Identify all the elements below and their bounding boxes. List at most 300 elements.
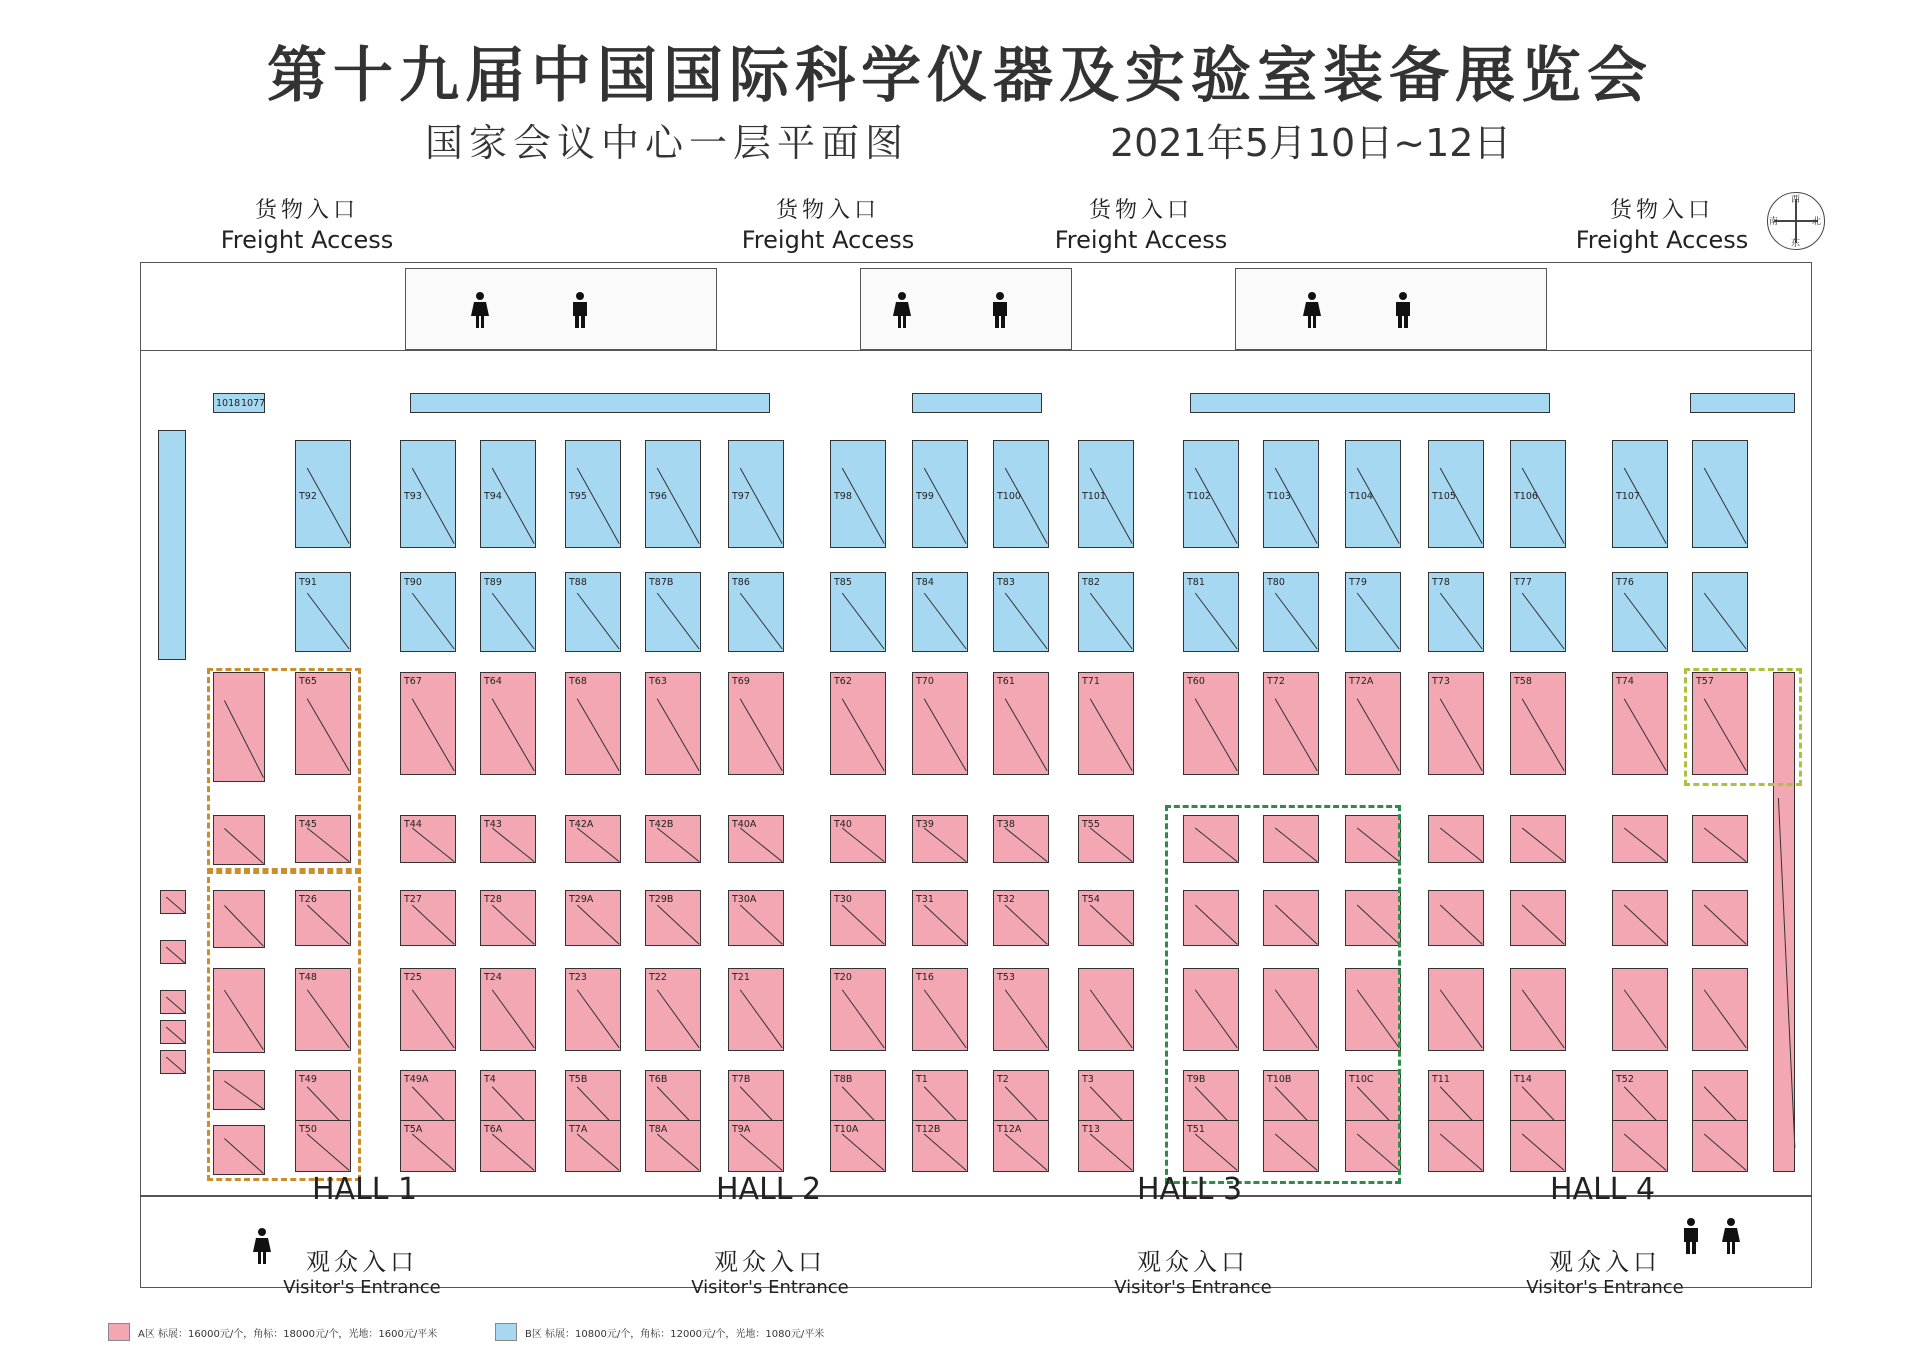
booth-label: T49A [404, 1074, 429, 1085]
entrance-cn: 观众入口 [1137, 1248, 1249, 1276]
booth-label: T21 [732, 972, 750, 983]
booth-block[interactable] [400, 440, 456, 548]
booth-label: T16 [916, 972, 934, 983]
freight-access-2 [718, 193, 938, 254]
booth-block[interactable] [728, 672, 784, 775]
booth-label: T3 [1082, 1074, 1094, 1085]
booth-block[interactable] [565, 572, 621, 652]
booth-label: T28 [484, 894, 502, 905]
booth-block[interactable] [993, 1120, 1049, 1172]
booth-label: T55 [1082, 819, 1100, 830]
booth-diagonal [1079, 969, 1135, 1052]
booth-block[interactable] [480, 440, 536, 548]
booth-diagonal [1429, 1121, 1485, 1173]
booth-block[interactable] [480, 1120, 536, 1172]
legend-b [495, 1323, 824, 1341]
booth-block[interactable] [1510, 672, 1566, 775]
booth-block[interactable] [1078, 968, 1134, 1051]
booth-block[interactable] [993, 968, 1049, 1051]
booth-diagonal [1429, 891, 1485, 947]
booth-label: T99 [916, 491, 934, 502]
booth-diagonal [1693, 573, 1749, 653]
booth-label: T104 [1349, 491, 1373, 502]
booth-block[interactable] [830, 1120, 886, 1172]
booth-label: T30 [834, 894, 852, 905]
booth-diagonal [1693, 969, 1749, 1052]
booth-block[interactable] [912, 672, 968, 775]
booth-label: T72A [1349, 676, 1374, 687]
booth-label: T29A [569, 894, 594, 905]
booth-block[interactable] [645, 815, 701, 863]
booth-label: T32 [997, 894, 1015, 905]
booth-block[interactable] [565, 1120, 621, 1172]
booth-diagonal [566, 673, 622, 776]
compass-west: 西 [1791, 195, 1801, 205]
freight-access-cn: 货物入口 [775, 198, 880, 223]
booth-block[interactable] [830, 968, 886, 1051]
booth-block[interactable] [728, 572, 784, 652]
booth-label: T73 [1432, 676, 1450, 687]
booth-label: T10A [834, 1124, 859, 1135]
legend-swatch-b [495, 1323, 517, 1341]
booth-label: T53 [997, 972, 1015, 983]
booth-block-top[interactable] [912, 393, 1042, 413]
booth-block[interactable] [1345, 440, 1401, 548]
booth-label: T25 [404, 972, 422, 983]
booth-block[interactable] [1078, 672, 1134, 775]
booth-label: T12B [916, 1124, 941, 1135]
booth-label: T95 [569, 491, 587, 502]
service-room [405, 268, 717, 350]
booth-block[interactable] [993, 815, 1049, 863]
booth-block[interactable] [1078, 815, 1134, 863]
booth-block[interactable] [912, 815, 968, 863]
booth-block[interactable] [830, 890, 886, 946]
freight-access-en: Freight Access [1575, 226, 1749, 254]
booth-diagonal [1184, 673, 1240, 776]
booth-label: T69 [732, 676, 750, 687]
booth-block[interactable] [1692, 968, 1748, 1051]
booth-label: T92 [299, 491, 317, 502]
booth-block-top[interactable] [1690, 393, 1795, 413]
freight-access-en: Freight Access [220, 226, 394, 254]
booth-diagonal [1346, 673, 1402, 776]
booth-label: T64 [484, 676, 502, 687]
booth-block[interactable] [565, 968, 621, 1051]
hall-label: HALL 1 [312, 1172, 418, 1207]
booth-label: T27 [404, 894, 422, 905]
date-subtitle: 2021年5月10日~12日 [1110, 121, 1512, 165]
booth-block[interactable] [1428, 572, 1484, 652]
freight-access-cn: 货物入口 [1088, 198, 1193, 223]
booth-block[interactable] [728, 890, 784, 946]
booth-block[interactable] [645, 672, 701, 775]
booth-diagonal [481, 673, 537, 776]
booth-block[interactable] [1510, 890, 1566, 946]
booth-block-top[interactable] [213, 393, 265, 413]
booth-block[interactable] [728, 1120, 784, 1172]
booth-block[interactable] [1078, 1120, 1134, 1172]
booth-label: T1 [916, 1074, 928, 1085]
booth-block[interactable] [480, 968, 536, 1051]
booth-diagonal [1511, 673, 1567, 776]
entrance-en: Visitor's Entrance [691, 1277, 849, 1298]
booth-diagonal [1613, 969, 1669, 1052]
booth-block[interactable] [1263, 572, 1319, 652]
booth-block[interactable] [1692, 1120, 1748, 1172]
booth-diagonal [161, 991, 187, 1015]
booth-diagonal [1511, 969, 1567, 1052]
booth-label: T40 [834, 819, 852, 830]
booth-label: T85 [834, 577, 852, 588]
booth-block[interactable] [993, 890, 1049, 946]
booth-label: T60 [1187, 676, 1205, 687]
restroom-male-icon [570, 292, 590, 328]
booth-label: T7B [732, 1074, 751, 1085]
booth-block[interactable] [1510, 1120, 1566, 1172]
booth-block[interactable] [912, 440, 968, 548]
booth-block[interactable] [160, 1020, 186, 1044]
booth-block-top[interactable] [1190, 393, 1550, 413]
booth-label: T83 [997, 577, 1015, 588]
booth-block[interactable] [1612, 1120, 1668, 1172]
zone-outline-lime [1684, 668, 1802, 786]
freight-access-en: Freight Access [1054, 226, 1228, 254]
booth-label: T67 [404, 676, 422, 687]
booth-label: T57 [1696, 676, 1714, 687]
booth-label: T98 [834, 491, 852, 502]
booth-label: T68 [569, 676, 587, 687]
booth-block[interactable] [295, 572, 351, 652]
legend-label-a: A区 标展：16000元/个，角标：18000元/个，光地：1600元/平米 [138, 1328, 438, 1340]
booth-label: T2 [997, 1074, 1009, 1085]
booth-block[interactable] [1510, 815, 1566, 863]
booth-block[interactable] [400, 968, 456, 1051]
booth-block[interactable] [728, 815, 784, 863]
booth-label: T97 [732, 491, 750, 502]
booth-block[interactable] [1345, 672, 1401, 775]
booth-block[interactable] [1428, 815, 1484, 863]
booth-block[interactable] [1612, 815, 1668, 863]
freight-access-4 [1552, 193, 1772, 254]
compass-east: 东 [1791, 239, 1801, 249]
booth-label: T103 [1267, 491, 1291, 502]
booth-label: T42B [649, 819, 674, 830]
zone-outline-orange [207, 668, 361, 874]
legend-a [108, 1323, 437, 1341]
booth-block[interactable] [480, 672, 536, 775]
booth-label: T100 [997, 491, 1021, 502]
booth-label: T94 [484, 491, 502, 502]
restroom-male-icon [1393, 292, 1413, 328]
booth-diagonal [1511, 891, 1567, 947]
booth-label: T58 [1514, 676, 1532, 687]
booth-label: T24 [484, 972, 502, 983]
booth-block[interactable] [1510, 440, 1566, 548]
booth-diagonal [1511, 816, 1567, 864]
booth-label: T91 [299, 577, 317, 588]
booth-block[interactable] [1612, 572, 1668, 652]
restroom-female-icon [470, 292, 490, 328]
booth-label: T105 [1432, 491, 1456, 502]
booth-block[interactable] [1428, 1120, 1484, 1172]
entrance-en: Visitor's Entrance [1526, 1277, 1684, 1298]
booth-block[interactable] [645, 1120, 701, 1172]
booth-label: 1018 [216, 398, 241, 409]
booth-label: T30A [732, 894, 757, 905]
booth-block[interactable] [830, 672, 886, 775]
booth-block[interactable] [1183, 672, 1239, 775]
freight-access-cn: 货物入口 [1609, 198, 1714, 223]
booth-block[interactable] [160, 890, 186, 914]
booth-diagonal [729, 673, 785, 776]
booth-block[interactable] [993, 440, 1049, 548]
booth-diagonal [1429, 969, 1485, 1052]
visitor-entrance[interactable] [262, 1242, 462, 1298]
booth-label: T86 [732, 577, 750, 588]
booth-label: T48 [299, 972, 317, 983]
booth-block[interactable] [1345, 572, 1401, 652]
booth-diagonal [401, 673, 457, 776]
booth-block-top[interactable] [410, 393, 770, 413]
booth-label: T31 [916, 894, 934, 905]
visitor-entrance[interactable] [1093, 1242, 1293, 1298]
booth-label: T79 [1349, 577, 1367, 588]
freight-access-1 [197, 193, 417, 254]
booth-label: T6B [649, 1074, 668, 1085]
booth-block[interactable] [1692, 440, 1748, 548]
booth-block[interactable] [1692, 572, 1748, 652]
booth-label: T29B [649, 894, 674, 905]
booth-label: T88 [569, 577, 587, 588]
booth-block[interactable] [565, 890, 621, 946]
booth-block[interactable] [1612, 440, 1668, 548]
booth-block[interactable] [993, 572, 1049, 652]
booth-label: T51 [1187, 1124, 1205, 1135]
booth-block[interactable] [480, 890, 536, 946]
booth-diagonal [994, 673, 1050, 776]
booth-label: T6A [484, 1124, 503, 1135]
booth-block[interactable] [1428, 968, 1484, 1051]
booth-block-left[interactable] [158, 430, 186, 660]
booth-block[interactable] [565, 815, 621, 863]
booth-diagonal [1613, 673, 1669, 776]
booth-block[interactable] [1183, 572, 1239, 652]
booth-label: T5B [569, 1074, 588, 1085]
booth-label: T81 [1187, 577, 1205, 588]
booth-block[interactable] [645, 968, 701, 1051]
booth-diagonal [913, 673, 969, 776]
booth-diagonal [831, 673, 887, 776]
legend-swatch-a [108, 1323, 130, 1341]
booth-block[interactable] [1428, 440, 1484, 548]
booth-block[interactable] [912, 1120, 968, 1172]
hall-label: HALL 4 [1550, 1172, 1656, 1207]
booth-label: T72 [1267, 676, 1285, 687]
booth-label: T96 [649, 491, 667, 502]
main-title: 第十九届中国国际科学仪器及实验室装备展览会 [267, 41, 1653, 111]
booth-label: T11 [1432, 1074, 1450, 1085]
booth-block[interactable] [400, 815, 456, 863]
booth-block[interactable] [993, 672, 1049, 775]
restroom-female-icon [1302, 292, 1322, 328]
booth-block[interactable] [400, 1120, 456, 1172]
booth-label: T89 [484, 577, 502, 588]
legend-label-b: B区 标展：10800元/个，角标：12000元/个，光地：1080元/平米 [525, 1328, 825, 1340]
booth-block[interactable] [645, 440, 701, 548]
booth-label: T74 [1616, 676, 1634, 687]
booth-block[interactable] [830, 440, 886, 548]
booth-label: T65 [299, 676, 317, 687]
booth-label: T12A [997, 1124, 1022, 1135]
booth-diagonal [1079, 673, 1135, 776]
booth-label: T77 [1514, 577, 1532, 588]
booth-label: T7A [569, 1124, 588, 1135]
booth-block[interactable] [1078, 572, 1134, 652]
booth-block[interactable] [1428, 890, 1484, 946]
booth-block[interactable] [728, 968, 784, 1051]
booth-label: T71 [1082, 676, 1100, 687]
booth-block[interactable] [830, 572, 886, 652]
service-room [1235, 268, 1547, 350]
booth-block[interactable] [1428, 672, 1484, 775]
compass-south: 南 [1769, 217, 1779, 227]
booth-block[interactable] [1263, 440, 1319, 548]
booth-label: T50 [299, 1124, 317, 1135]
hall-label: HALL 3 [1137, 1172, 1243, 1207]
booth-label: T106 [1514, 491, 1538, 502]
entrance-cn: 观众入口 [714, 1248, 826, 1276]
booth-block[interactable] [912, 572, 968, 652]
booth-label: T14 [1514, 1074, 1532, 1085]
visitor-entrance[interactable] [1505, 1242, 1705, 1298]
booth-label: T90 [404, 577, 422, 588]
booth-label: T76 [1616, 577, 1634, 588]
booth-label: T8B [834, 1074, 853, 1085]
booth-label: T80 [1267, 577, 1285, 588]
booth-label: T102 [1187, 491, 1211, 502]
booth-block[interactable] [912, 968, 968, 1051]
booth-diagonal [1693, 1121, 1749, 1173]
booth-block[interactable] [1692, 815, 1748, 863]
booth-block[interactable] [1078, 890, 1134, 946]
restroom-female-icon [892, 292, 912, 328]
booth-label: T20 [834, 972, 852, 983]
booth-diagonal [1429, 673, 1485, 776]
booth-diagonal [1613, 891, 1669, 947]
booth-label: T107 [1616, 491, 1640, 502]
booth-label: T40A [732, 819, 757, 830]
booth-block[interactable] [160, 1050, 186, 1074]
booth-label: T61 [997, 676, 1015, 687]
booth-block[interactable] [160, 990, 186, 1014]
booth-block[interactable] [728, 440, 784, 548]
booth-block[interactable] [480, 572, 536, 652]
booth-block[interactable] [1510, 572, 1566, 652]
booth-label: T39 [916, 819, 934, 830]
booth-block[interactable] [1183, 440, 1239, 548]
booth-block[interactable] [830, 815, 886, 863]
booth-block[interactable] [400, 890, 456, 946]
hall-label: HALL 2 [716, 1172, 822, 1207]
booth-diagonal [1511, 1121, 1567, 1173]
booth-block[interactable] [1612, 968, 1668, 1051]
booth-block[interactable] [1510, 968, 1566, 1051]
booth-diagonal [161, 1051, 187, 1075]
booth-diagonal [1613, 816, 1669, 864]
zone-outline-orange [207, 868, 361, 1181]
booth-label: T70 [916, 676, 934, 687]
freight-access-3 [1031, 193, 1251, 254]
booth-label: T42A [569, 819, 594, 830]
booth-diagonal [1693, 441, 1749, 549]
booth-label: T78 [1432, 577, 1450, 588]
booth-diagonal [1613, 1121, 1669, 1173]
compass-icon [1767, 192, 1825, 250]
booth-label: T54 [1082, 894, 1100, 905]
booth-block[interactable] [1692, 890, 1748, 946]
zone-outline-green [1165, 805, 1401, 1184]
booth-label: T23 [569, 972, 587, 983]
booth-label: T9A [732, 1124, 751, 1135]
booth-label: T38 [997, 819, 1015, 830]
booth-block[interactable] [400, 572, 456, 652]
booth-label: T101 [1082, 491, 1106, 502]
booth-diagonal [1693, 816, 1749, 864]
freight-access-en: Freight Access [741, 226, 915, 254]
booth-block[interactable] [400, 672, 456, 775]
booth-block[interactable] [565, 672, 621, 775]
booth-label: T13 [1082, 1124, 1100, 1135]
booth-label: T9B [1187, 1074, 1206, 1085]
booth-label: T87B [649, 577, 674, 588]
booth-label: T5A [404, 1124, 423, 1135]
booth-block[interactable] [1263, 672, 1319, 775]
booth-diagonal [1429, 816, 1485, 864]
compass-north: 北 [1812, 217, 1822, 227]
booth-diagonal [1264, 673, 1320, 776]
restroom-male-icon [990, 292, 1010, 328]
booth-label: T4 [484, 1074, 496, 1085]
booth-block[interactable] [1078, 440, 1134, 548]
booth-block[interactable] [160, 940, 186, 964]
booth-block[interactable] [645, 572, 701, 652]
booth-label: T43 [484, 819, 502, 830]
booth-diagonal [161, 891, 187, 915]
freight-access-cn: 货物入口 [254, 198, 359, 223]
booth-diagonal [161, 1021, 187, 1045]
booth-label: T82 [1082, 577, 1100, 588]
booth-label: T10B [1267, 1074, 1292, 1085]
booth-label: T84 [916, 577, 934, 588]
booth-block[interactable] [295, 440, 351, 548]
booth-block[interactable] [1612, 890, 1668, 946]
booth-label: T8A [649, 1124, 668, 1135]
booth-block[interactable] [912, 890, 968, 946]
booth-label: T45 [299, 819, 317, 830]
entrance-en: Visitor's Entrance [283, 1277, 441, 1298]
booth-diagonal [646, 673, 702, 776]
floor-subtitle: 国家会议中心一层平面图 [425, 121, 910, 165]
booth-block[interactable] [645, 890, 701, 946]
booth-label: T62 [834, 676, 852, 687]
booth-block[interactable] [1612, 672, 1668, 775]
booth-block[interactable] [480, 815, 536, 863]
visitor-entrance[interactable] [670, 1242, 870, 1298]
booth-label: T22 [649, 972, 667, 983]
entrance-cn: 观众入口 [306, 1248, 418, 1276]
booth-block[interactable] [565, 440, 621, 548]
